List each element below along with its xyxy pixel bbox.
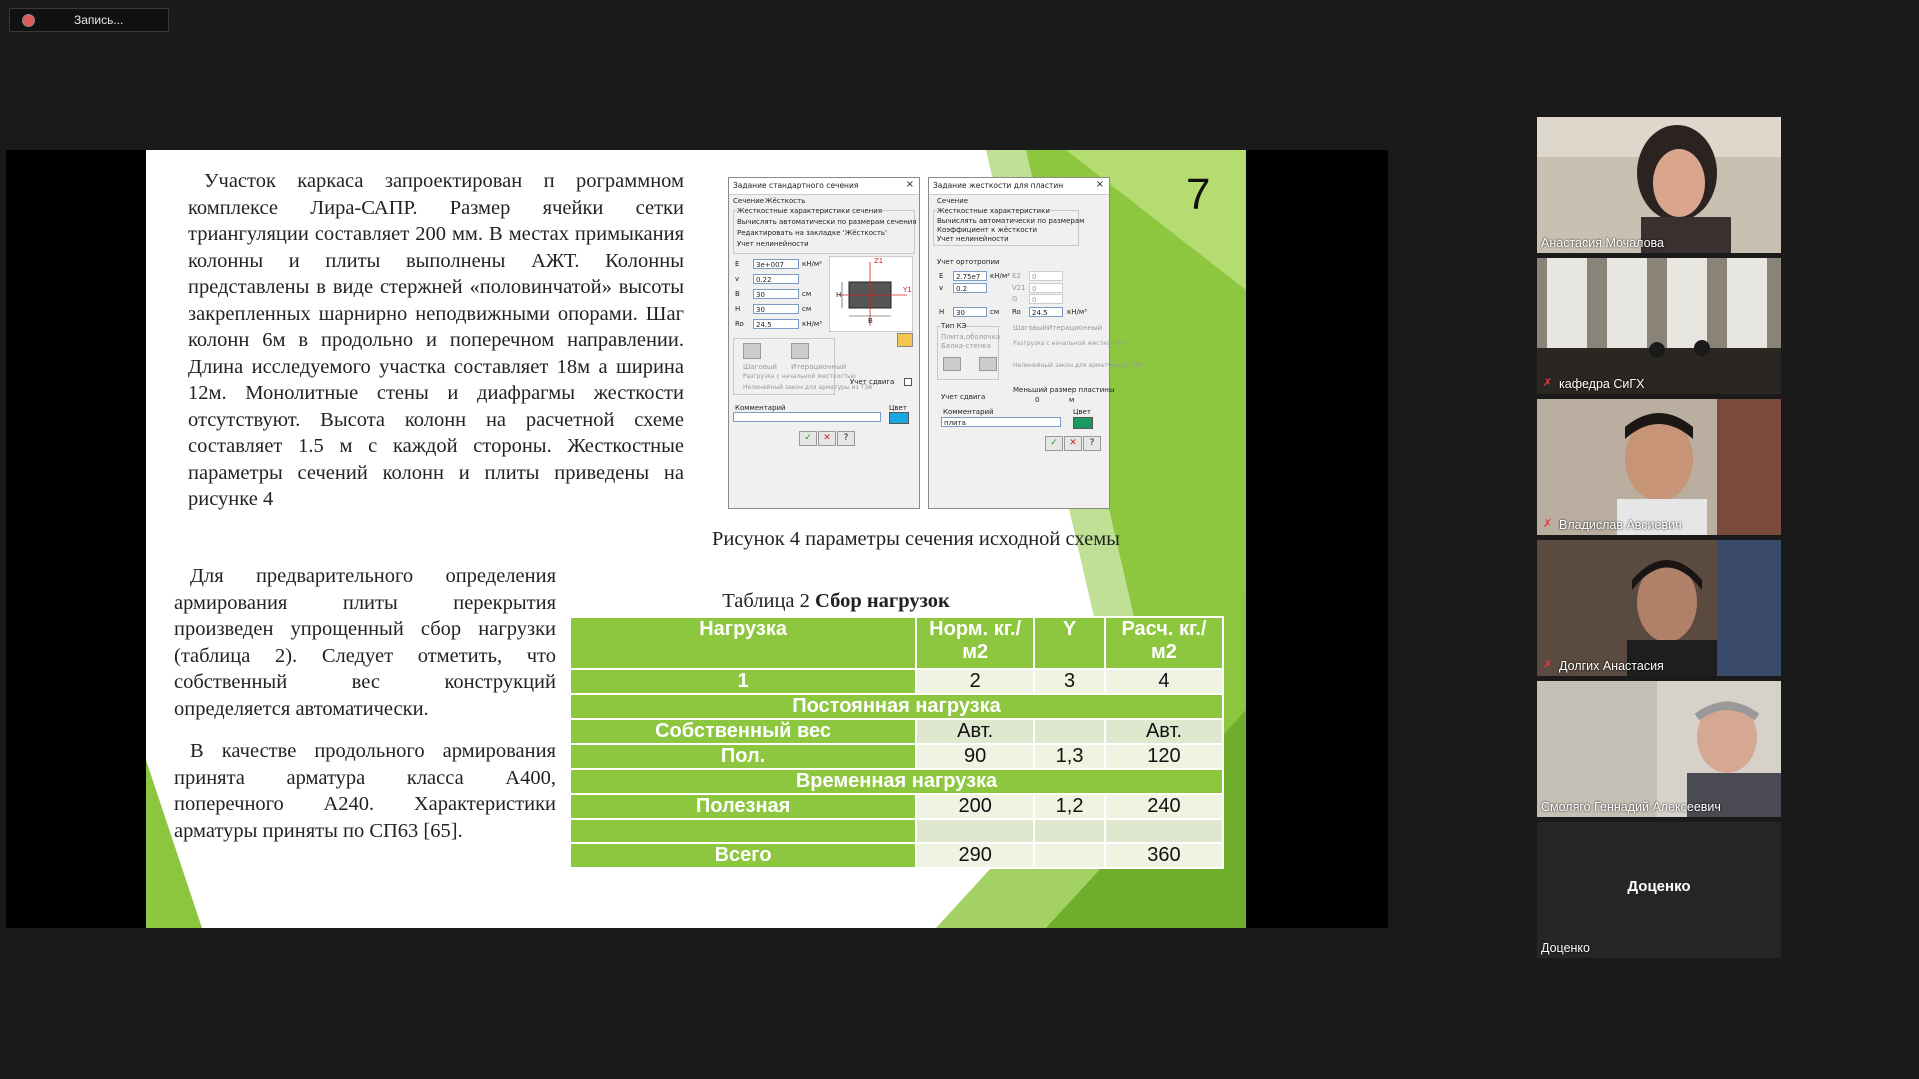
step-method-icon[interactable] — [943, 357, 961, 371]
field-v21-input[interactable]: 0 — [1029, 283, 1063, 293]
table-cell: Авт. — [1105, 719, 1223, 744]
radio-nonlinear[interactable]: Учет нелинейности — [937, 235, 1009, 243]
table-cell — [570, 819, 916, 843]
field-h-label: H — [939, 308, 945, 316]
ke-wall[interactable]: Балка-стенка — [941, 342, 991, 350]
table-row — [570, 719, 1223, 744]
table-cell: Всего — [570, 843, 916, 868]
field-e2-input[interactable]: 0 — [1029, 271, 1063, 281]
color-swatch[interactable] — [889, 412, 909, 424]
table-row — [570, 744, 1223, 769]
field-e-unit: кН/м² — [802, 260, 822, 268]
presentation-slide — [146, 150, 1246, 928]
field-h-input[interactable]: 30 — [953, 307, 987, 317]
participant-name: кафедра СиГХ — [1559, 377, 1645, 391]
shared-screen — [6, 150, 1388, 928]
field-e-unit: кН/м² — [990, 272, 1010, 280]
paragraph-3: В качестве продольного армирования принята арматура класса А400, поперечного А240. Характеристики арматуры приняты по СП63 [65]. — [174, 740, 556, 842]
table-cell: Собственный вес — [570, 719, 916, 744]
close-icon[interactable]: × — [905, 179, 914, 190]
participant-name: Долгих Анастасия — [1559, 659, 1664, 673]
field-ro-label: Ro — [1012, 308, 1021, 316]
comment-label: Комментарий — [943, 408, 994, 416]
field-e-input[interactable]: 2.75e7 — [953, 271, 987, 281]
radio-edit[interactable]: Редактировать на закладке 'Жёсткость' — [737, 229, 887, 237]
radio-coef[interactable]: Коэффициент к жёсткости — [937, 226, 1038, 234]
table-cell — [916, 819, 1034, 843]
dialog-standard-section — [728, 177, 920, 509]
radio-nonlinear[interactable]: Учет нелинейности — [737, 240, 809, 248]
participant-name: Владислав Авсиевич — [1559, 518, 1682, 532]
iter-method-icon[interactable] — [791, 343, 809, 359]
recording-label: Запись... — [74, 13, 124, 27]
tab-section[interactable]: Сечение — [733, 197, 765, 205]
header-calc: Расч. кг./м2 — [1105, 617, 1223, 669]
table-cell: Полезная — [570, 794, 916, 819]
video-feed — [1537, 258, 1781, 394]
iter-method-icon[interactable] — [979, 357, 997, 371]
comment-input[interactable] — [733, 412, 881, 422]
participant-display-name: Доценко — [1627, 878, 1691, 895]
pencil-icon[interactable] — [897, 333, 913, 347]
ortho-checkbox[interactable]: Учет ортотропии — [937, 258, 1000, 266]
table-cell — [1034, 819, 1105, 843]
table-cell — [1034, 843, 1105, 868]
field-h-input[interactable]: 30 — [753, 304, 799, 314]
mic-muted-icon: ✗ — [1543, 518, 1553, 530]
opt-unload[interactable]: Разгрузка с начальной жесткостью — [1013, 340, 1126, 347]
section-temporary: Временная нагрузка — [570, 769, 1223, 794]
field-v-label: v — [735, 275, 740, 283]
axis-z-label: Z1 — [874, 257, 884, 265]
axis-y-label: Y1 — [903, 286, 912, 294]
participant-tile[interactable] — [1537, 822, 1781, 958]
table-cell: 2 — [916, 669, 1034, 694]
shear-label[interactable]: Учет сдвига — [941, 393, 986, 401]
radio-auto[interactable]: Вычислять автоматически по размерам сечения — [737, 218, 917, 226]
color-label: Цвет — [889, 404, 907, 412]
table-cell: Авт. — [916, 719, 1034, 744]
participant-tile[interactable] — [1537, 258, 1781, 394]
table-cell: 1,3 — [1034, 744, 1105, 769]
field-v-input[interactable]: 0.22 — [753, 274, 799, 284]
ke-type-label: Тип КЭ — [941, 322, 967, 330]
table-cell: 360 — [1105, 843, 1223, 868]
field-v21-label: V21 — [1012, 284, 1026, 292]
field-v-input[interactable]: 0.2 — [953, 283, 987, 293]
figure-caption: Рисунок 4 параметры сечения исходной схемы — [712, 528, 1120, 550]
table-row — [570, 843, 1223, 868]
table-section-row — [570, 694, 1223, 719]
field-ro-unit: кН/м³ — [802, 320, 822, 328]
record-icon — [22, 14, 35, 27]
field-e-label: E — [735, 260, 740, 268]
tab-section[interactable]: Сечение — [937, 197, 969, 205]
opt-step[interactable]: Шаговый — [1013, 324, 1047, 332]
ok-button[interactable]: ✓ — [1045, 436, 1063, 451]
field-v-label: v — [939, 284, 944, 292]
table-cell: 200 — [916, 794, 1034, 819]
tab-stiffness[interactable]: Жёсткость — [765, 197, 806, 205]
comment-label: Комментарий — [735, 404, 786, 412]
participant-name: Смоляго Геннадий Алексеевич — [1541, 800, 1721, 814]
table-cell: 90 — [916, 744, 1034, 769]
shear-checkbox[interactable] — [904, 378, 912, 386]
field-ro-label: Ro — [735, 320, 744, 328]
table-cell: 1,2 — [1034, 794, 1105, 819]
help-button[interactable]: ? — [837, 431, 855, 446]
field-h-label: H — [735, 305, 741, 313]
step-method-icon[interactable] — [743, 343, 761, 359]
opt-step[interactable]: Шаговый — [743, 363, 777, 371]
min-size-value: 0 — [1035, 396, 1040, 404]
min-size-unit: м — [1069, 396, 1075, 404]
dim-h-label: H — [836, 291, 842, 299]
opt-nonlinear-law[interactable]: Нелинейный закон для арматуры из ТЗА — [743, 384, 873, 391]
video-feed — [1537, 540, 1781, 676]
participant-tile[interactable] — [1537, 681, 1781, 817]
table-cell: 1 — [570, 669, 916, 694]
table-cell: 3 — [1034, 669, 1105, 694]
table-row — [570, 794, 1223, 819]
paragraph-1: Участок каркаса запроектирован п рограммном комплексе Лира-САПР. Размер ячейки сетки триангуляции составляет 200 мм. В местах примыкания колонны и плиты выполнены АЖТ. Колонны представлены в виде стержней «половинчатой» высоты закрепленных шарнирно неподвижными опорами. Шаг колонн 6м в продольно и поперечном направлении. Длина исследуемого участка составляет 18м а ширина 12м. Монолитные стены и диафрагмы жесткости отсутствуют. Высота колонн на расчетной схеме составляет 1.5 м с каждой стороны. Жесткостные параметры сечений колонн и плиты приведены на рисунке 4 — [188, 170, 684, 510]
field-e-input[interactable]: 3e+007 — [753, 259, 799, 269]
dialog-title: Задание стандартного сечения — [729, 178, 919, 195]
table-cell: 120 — [1105, 744, 1223, 769]
loads-table — [569, 616, 1224, 869]
color-swatch[interactable] — [1073, 417, 1093, 429]
participant-tile[interactable] — [1537, 117, 1781, 253]
help-button[interactable]: ? — [1083, 436, 1101, 451]
dialog-title: Задание жесткости для пластин — [929, 178, 1109, 195]
radio-auto[interactable]: Вычислять автоматически по размерам — [937, 217, 1085, 225]
table-cell: 290 — [916, 843, 1034, 868]
slide-number: 7 — [1186, 170, 1211, 219]
min-size-label: Меньший размер пластины — [1013, 386, 1115, 394]
mic-muted-icon: ✗ — [1543, 659, 1553, 671]
video-feed — [1537, 117, 1781, 253]
opt-nonlinear-law[interactable]: Нелинейный закон для арматуры из ТЗА — [1013, 362, 1143, 369]
table-cell — [1105, 819, 1223, 843]
table-row — [570, 669, 1223, 694]
opt-iter[interactable]: Итерационный — [1047, 324, 1103, 332]
section-permanent: Постоянная нагрузка — [570, 694, 1223, 719]
comment-input[interactable]: плита — [941, 417, 1061, 427]
video-feed — [1537, 681, 1781, 817]
video-feed — [1537, 399, 1781, 535]
table-header-row — [570, 617, 1223, 669]
ok-button[interactable]: ✓ — [799, 431, 817, 446]
mic-muted-icon: ✗ — [1543, 377, 1553, 389]
participant-name: Анастасия Мочалова — [1541, 236, 1664, 250]
participant-tile[interactable] — [1537, 540, 1781, 676]
cancel-button[interactable]: ✕ — [1064, 436, 1082, 451]
field-h-unit: см — [802, 305, 812, 313]
header-norm: Норм. кг./м2 — [916, 617, 1034, 669]
opt-unload[interactable]: Разгрузка с начальной жесткостью — [743, 373, 856, 380]
table-caption-prefix: Таблица 2 — [722, 590, 810, 612]
recording-indicator[interactable] — [9, 8, 169, 32]
table-caption — [606, 590, 1066, 613]
field-ro-unit: кН/м³ — [1067, 308, 1087, 316]
table-row — [570, 819, 1223, 843]
field-h-unit: см — [990, 308, 1000, 316]
table-cell: 240 — [1105, 794, 1223, 819]
group-label: Жесткостные характеристики сечения — [737, 207, 883, 215]
color-label: Цвет — [1073, 408, 1091, 416]
close-icon[interactable]: × — [1095, 179, 1104, 190]
header-gamma: Y — [1034, 617, 1105, 669]
field-g-input[interactable]: 0 — [1029, 294, 1063, 304]
field-g-label: G — [1012, 295, 1018, 303]
field-e-label: E — [939, 272, 944, 280]
participant-name: Доценко — [1541, 941, 1590, 955]
table-section-row — [570, 769, 1223, 794]
paragraph-2: Для предварительного определения армирования плиты перекрытия произведен упрощенный сбор нагрузки (таблица 2). Следует отметить, что собственный вес конструкций определяется автоматически. — [174, 565, 556, 720]
field-b-unit: см — [802, 290, 812, 298]
dim-b-label: B — [868, 317, 873, 325]
ke-plate[interactable]: Плита,оболочка — [941, 333, 1001, 341]
table-cell: Пол. — [570, 744, 916, 769]
participant-tile[interactable] — [1537, 399, 1781, 535]
field-b-input[interactable]: 30 — [753, 289, 799, 299]
table-cell — [1034, 719, 1105, 744]
field-ro-input[interactable]: 24.5 — [1029, 307, 1063, 317]
field-ro-input[interactable]: 24.5 — [753, 319, 799, 329]
group-label: Жесткостные характеристики — [937, 207, 1050, 215]
table-caption-title: Сбор нагрузок — [815, 590, 950, 612]
table-cell: 4 — [1105, 669, 1223, 694]
opt-iter[interactable]: Итерационный — [791, 363, 847, 371]
header-load: Нагрузка — [570, 617, 916, 669]
field-e2-label: E2 — [1012, 272, 1021, 280]
shear-label: Учет сдвига — [850, 378, 895, 386]
dialog-plate-stiffness — [928, 177, 1143, 509]
cancel-button[interactable]: ✕ — [818, 431, 836, 446]
field-b-label: B — [735, 290, 740, 298]
